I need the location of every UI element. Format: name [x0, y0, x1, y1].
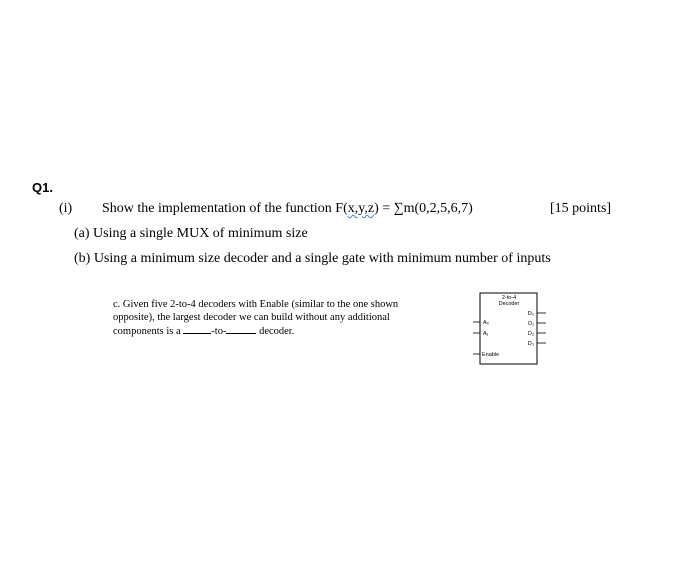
sub-part-b: (b) Using a minimum size decoder and a single gate with minimum number of inputs — [74, 251, 551, 266]
decoder-figure — [470, 290, 552, 368]
part-c-line-3 — [113, 324, 443, 338]
part-c-line-1: c. Given five 2-to-4 decoders with Enable (similar to the one shown — [113, 299, 399, 310]
part-i-statement — [102, 201, 473, 217]
output-d2-label: D₂ — [527, 331, 534, 337]
question-label: Q1. — [32, 180, 53, 195]
answer-blank-2 — [226, 324, 256, 334]
sub-part-a: (a) Using a single MUX of minimum size — [74, 226, 308, 241]
function-variables: x,y,z — [347, 201, 375, 216]
part-c-line-3-mid: -to- — [211, 326, 227, 338]
decoder-diagram — [470, 290, 552, 368]
part-c-line-3-start: components is a — [113, 326, 181, 338]
decoder-title-line-1: 2-to-4 — [501, 295, 517, 301]
statement-suffix: ) = ∑m(0,2,5,6,7) — [374, 201, 473, 216]
part-c-paragraph — [113, 298, 443, 339]
input-a1-label: A₁ — [483, 331, 489, 337]
statement-prefix: Show the implementation of the function F( — [102, 201, 348, 216]
decoder-title-line-2: Decoder — [498, 301, 520, 307]
output-d3-label: D₃ — [527, 341, 534, 347]
input-a0-label: A₀ — [483, 320, 489, 326]
part-number: (i) — [59, 201, 73, 216]
output-d0-label: D₀ — [527, 311, 534, 317]
points-label: [15 points] — [550, 201, 612, 216]
output-d1-label: D₁ — [528, 321, 534, 327]
part-c-line-3-end: decoder. — [259, 326, 295, 338]
enable-label: Enable — [482, 352, 500, 358]
answer-blank-1 — [183, 324, 211, 334]
part-c-line-2: opposite), the largest decoder we can build without any additional — [113, 312, 390, 324]
